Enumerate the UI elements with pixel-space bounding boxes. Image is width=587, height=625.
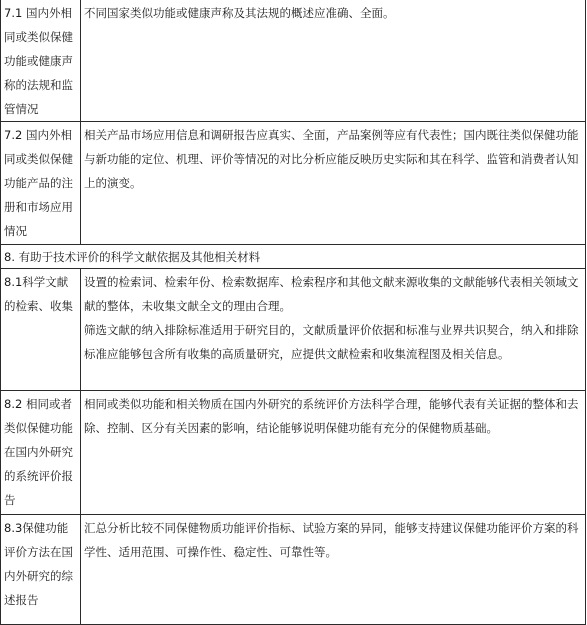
table-row xyxy=(1,391,586,515)
content-paragraph: 设置的检索词、检索年份、检索数据库、检索程序和其他文献来源收集的文献能够代表相关领域文献的整体，未收集文献全文的理由合理。 xyxy=(84,275,579,313)
content-paragraph: 筛选文献的纳入排除标准适用于研究目的，文献质量评价依据和标准与业界共识契合，纳入和排除标准应能够包含所有收集的高质量研究，应提供文献检索和收集流程图及相关信息。 xyxy=(84,323,579,361)
row-label: 7.1 国内外相同或类似保健功能或健康声称的法规和监管情况 xyxy=(1,0,81,122)
section-row xyxy=(1,245,586,269)
row-label: 8.1科学文献的检索、收集 xyxy=(1,269,81,391)
table-row xyxy=(1,122,586,245)
content-paragraph: 相同或类似功能和相关物质在国内外研究的系统评价方法科学合理，能够代表有关证据的整体和去除、控制、区分有关因素的影响，结论能够说明保健功能有充分的保健物质基础。 xyxy=(84,397,579,435)
content-paragraph: 相关产品市场应用信息和调研报告应真实、全面，产品案例等应有代表性；国内既往类似保健功能与新功能的定位、机理、评价等情况的对比分析应能反映历史实际和其在科学、监管和消费者认知上的演变。 xyxy=(84,128,579,190)
row-label: 8.2 相同或者类似保健功能在国内外研究的系统评价报告 xyxy=(1,391,81,515)
row-content xyxy=(81,391,586,515)
content-paragraph: 不同国家类似功能或健康声称及其法规的概述应准确、全面。 xyxy=(84,6,395,20)
row-content xyxy=(81,122,586,245)
row-content xyxy=(81,269,586,391)
row-content xyxy=(81,0,586,122)
row-label: 7.2 国内外相同或类似保健功能产品的注册和市场应用情况 xyxy=(1,122,81,245)
section-heading: 8. 有助于技术评价的科学文献依据及其他相关材料 xyxy=(1,245,586,269)
table-row xyxy=(1,269,586,391)
content-paragraph: 汇总分析比较不同保健物质功能评价指标、试验方案的异同，能够支持建议保健功能评价方案的科学性、适用范围、可操作性、稳定性、可靠性等。 xyxy=(84,521,579,559)
row-label: 8.3保健功能评价方法在国内外研究的综述报告 xyxy=(1,515,81,625)
row-content xyxy=(81,515,586,625)
table-row xyxy=(1,515,586,625)
table-row xyxy=(1,0,586,122)
